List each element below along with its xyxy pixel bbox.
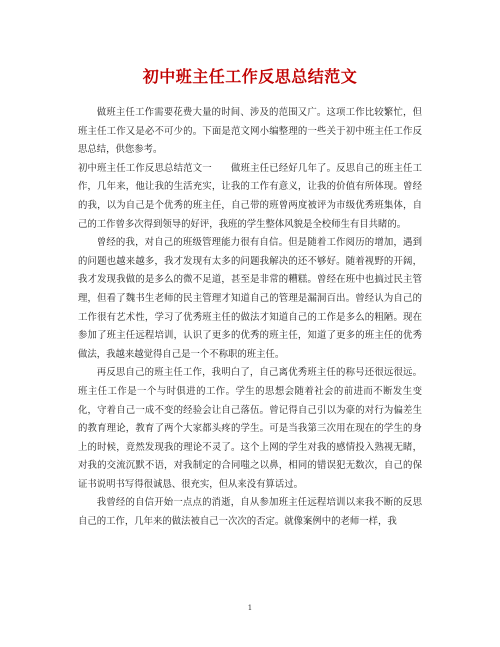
- page-number: 1: [247, 604, 253, 612]
- paragraph-intro: 做班主任工作需要花费大量的时间、涉及的范围又广。这项工作比较繁忙，但班主任工作又是必不可少的。下面是范文网小编整理的一些关于初中班主任工作反思总结，供您参考。: [78, 107, 422, 156]
- paragraph-section-one: 初中班主任工作反思总结范文一 做班主任已经好几年了。反思自己的班主任工作，几年来，他让我的生活充实，让我的工作有意义，让我的价值有所体现。曾经的我，以为自己是个优秀的班主任，自己带的班曾两度被评为市级优秀班集体，自己的工作曾多次得到领导的好评，我班的学生整体风貌是全校师生有目共睹的。: [78, 162, 422, 230]
- paragraph-training: 我曾经的自信开始一点点的消逝，自从参加班主任远程培训以来我不断的反思自己的工作，几年来的做法被自己一次次的否定。就像案例中的老师一样，我: [78, 497, 422, 528]
- paragraph-reflection: 再反思自己的班主任工作，我明白了，自己离优秀班主任的称号还很远很远。班主任工作是一个与时俱进的工作。学生的思想会随着社会的前进而不断发生变化，守着自己一成不变的经验会让自己落伍。曾记得自己引以为豪的对行为偏差生的教育理论，教育了两个大家都头疼的学生。可是当我第三次用在现在的学生的身上的时候，竟然发现我的理论不灵了。这个上网的学生对我的感情投入熟视无睹，对我的交流沉默不语，对我制定的合同嗤之以鼻，相同的错误犯无数次，自己的保证书说明书写得很诚恳、很充实，但从来没有算话过。: [78, 367, 422, 490]
- document-body: [78, 104, 422, 532]
- document-title: 初中班主任工作反思总结范文: [142, 67, 358, 86]
- paragraph-confidence: 曾经的我，对自己的班级管理能力很有自信。但是随着工作阅历的增加，遇到的问题也越来越多，我才发现有太多的问题我解决的还不够好。随着视野的开阔，我才发现我做的是多么的微不足道，甚至是非常的糟糕。曾经在班中也搞过民主管理，但看了魏书生老师的民主管理才知道自己的管理是漏洞百出。曾经认为自己的工作很有艺术性，学习了优秀班主任的做法才知道自己的工作是多么的粗陋。现在参加了班主任远程培训，认识了更多的优秀的班主任，知道了更多的班主任的优秀做法，我越来越觉得自己是一个不称职的班主任。: [78, 237, 422, 360]
